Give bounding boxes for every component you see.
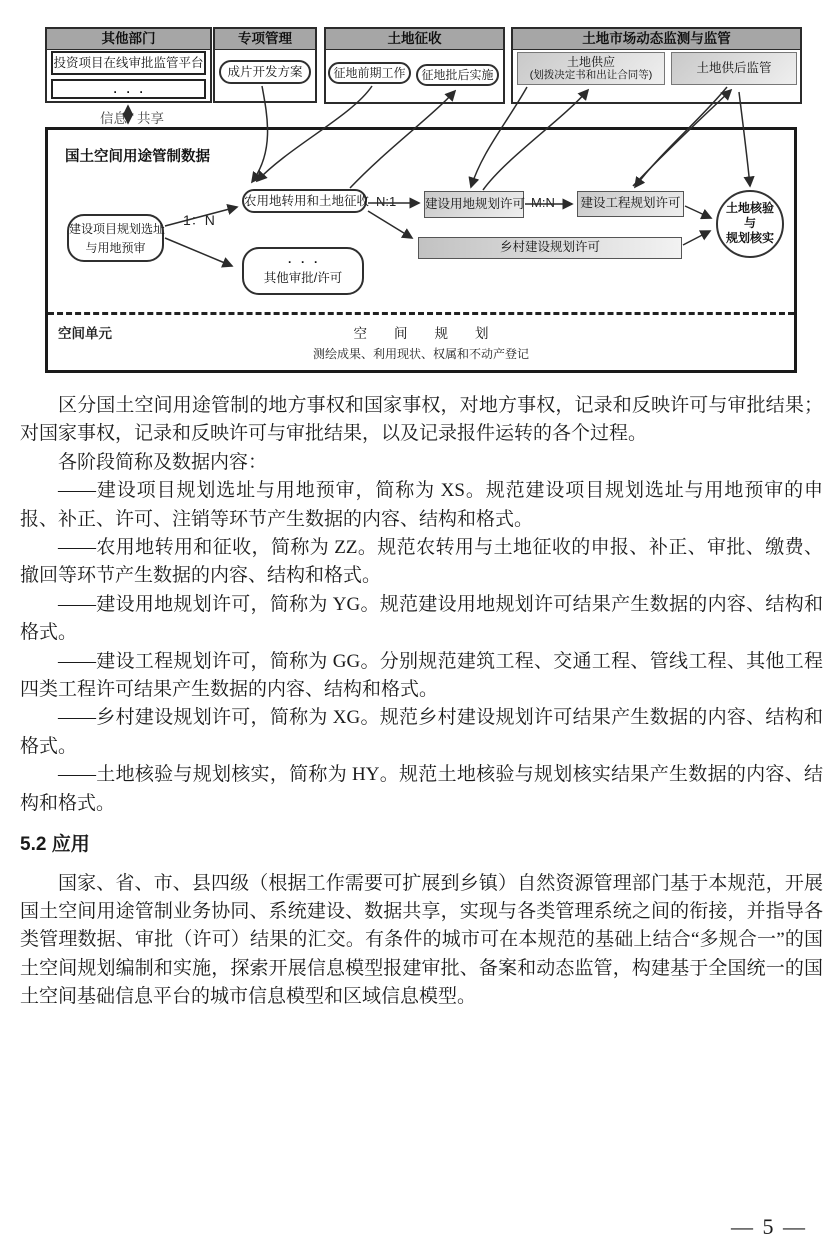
paragraph: ——建设工程规划许可，简称为 GG。分别规范建筑工程、交通工程、管线工程、其他工程四类工程许可结果产生数据的内容、结构和格式。 — [20, 650, 823, 701]
group-special-management-title: 专项管理 — [215, 29, 315, 50]
node-construction-project-permit: 建设工程规划许可 — [577, 191, 684, 217]
node-land-verification-line2: 与 — [743, 216, 756, 230]
cardinality-1-n: 1：N — [183, 212, 215, 228]
node-land-supply — [517, 52, 665, 85]
node-other-approvals — [242, 247, 364, 295]
node-pre-acquisition-work: 征地前期工作 — [328, 62, 411, 84]
share-label: 共享 — [137, 111, 164, 126]
node-land-verification-line3: 规划核实 — [725, 231, 774, 245]
node-post-supply-supervision: 土地供后监管 — [671, 52, 797, 85]
node-investment-approval-platform: 投资项目在线审批监管平台 — [51, 51, 206, 75]
node-other-depts-ellipsis: ··· — [51, 79, 206, 99]
section-heading-5-2: 5.2 应用 — [20, 834, 90, 856]
workflow-diagram — [0, 0, 837, 390]
node-site-selection-line1: 建设项目规划选址 — [69, 222, 166, 236]
paragraph: 区分国土空间用途管制的地方事权和国家事权，对地方事权，记录和反映许可与审批结果；对国家事权，记录和反映许可与审批结果，以及记录报件运转的各个过程。 — [20, 395, 823, 445]
paragraph: 各阶段简称及数据内容： — [58, 451, 268, 473]
spatial-unit-label: 空间单元 — [58, 326, 112, 341]
node-post-approval-implementation: 征地批后实施 — [416, 64, 499, 86]
node-land-verification-line1: 土地核验 — [725, 201, 774, 215]
paragraph: ——土地核验与规划核实，简称为 HY。规范土地核验与规划核实结果产生数据的内容、结构和格式。 — [20, 764, 823, 814]
main-box-title: 国土空间用途管制数据 — [65, 149, 210, 165]
dashed-divider — [48, 312, 794, 315]
node-land-supply-line1: 土地供应 — [566, 55, 615, 69]
info-label: 信息 — [100, 111, 127, 126]
paragraph: ——建设项目规划选址与用地预审，简称为 XS。规范建设项目规划选址与用地预审的申报、补正、许可、注销等环节产生数据的内容、结构和格式。 — [20, 480, 823, 530]
group-other-departments-title: 其他部门 — [47, 29, 210, 50]
node-development-plan: 成片开发方案 — [219, 60, 311, 84]
node-other-approvals-dots: ··· — [288, 255, 327, 269]
page-number: — 5 — — [731, 1214, 807, 1239]
node-farmland-conversion: 农用地转用和土地征收 — [242, 189, 367, 213]
node-land-verification — [716, 190, 784, 258]
spatial-planning-label: 空 间 规 划 — [353, 326, 489, 341]
cardinality-m-n: M:N — [531, 195, 555, 210]
paragraph: 国家、省、市、县四级（根据工作需要可扩展到乡镇）自然资源管理部门基于本规范，开展国土空间用途管制业务协同、系统建设、数据共享，实现与各类管理系统之间的衔接，并指导各类管理数据、审批（许可）结果的汇交。有条件的城市可在本规范的基础上结合“多规合一”的国土空间规划编制和实施，探索开展信息模型报建审批、备案和动态监管，构建基于全国统一的国土空间基础信息平台的城市信息模型和区域信息模型。 — [20, 872, 823, 1008]
paragraph: ——建设用地规划许可，简称为 YG。规范建设用地规划许可结果产生数据的内容、结构和格式。 — [20, 593, 823, 644]
node-land-use-planning-permit: 建设用地规划许可 — [424, 191, 524, 218]
paragraph: ——乡村建设规划许可，简称为 XG。规范乡村建设规划许可结果产生数据的内容、结构和格式。 — [20, 707, 823, 757]
node-other-approvals-label: 其他审批/许可 — [263, 271, 343, 285]
node-site-selection — [67, 214, 164, 262]
node-land-supply-line2: (划拨决定书和出让合同等) — [529, 69, 653, 81]
node-village-construction-permit: 乡村建设规划许可 — [418, 237, 682, 259]
cardinality-n-1: N:1 — [376, 194, 397, 209]
group-land-market-monitoring-title: 土地市场动态监测与监管 — [513, 29, 800, 50]
group-land-acquisition-title: 土地征收 — [326, 29, 503, 50]
survey-results-label: 测绘成果、利用现状、权属和不动产登记 — [312, 347, 529, 361]
body-text — [20, 392, 823, 1012]
paragraph: ——农用地转用和征收，简称为 ZZ。规范农转用与土地征收的申报、补正、审批、缴费、撤回等环节产生数据的内容、结构和格式。 — [20, 537, 823, 587]
node-site-selection-line2: 与用地预审 — [85, 241, 146, 255]
